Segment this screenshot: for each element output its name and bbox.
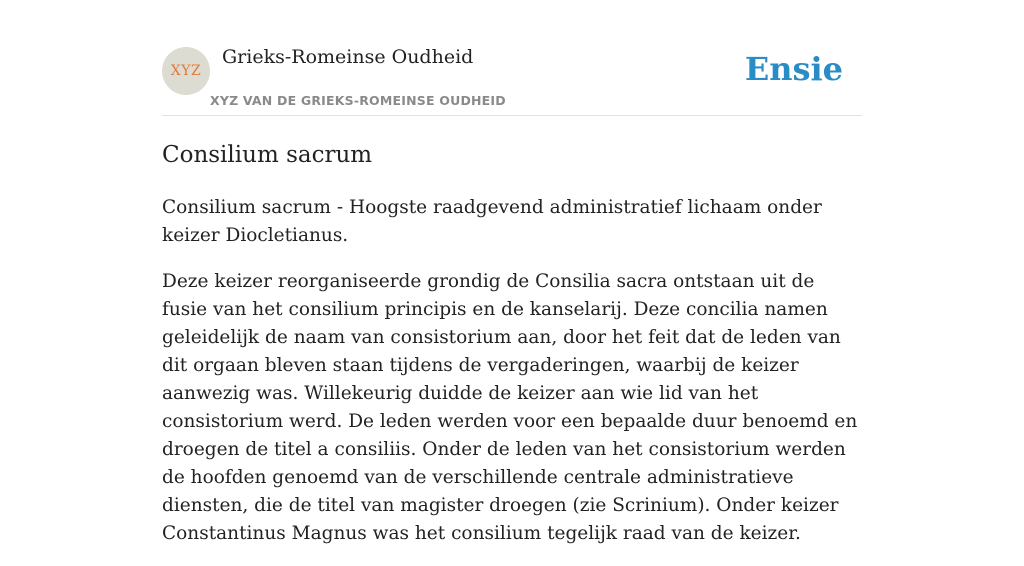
collection-title[interactable]: Grieks-Romeinse Oudheid	[222, 46, 474, 68]
article-title: Consilium sacrum	[162, 142, 373, 168]
collection-subtitle: XYZ VAN DE GRIEKS-ROMEINSE OUDHEID	[210, 93, 506, 108]
article-paragraph: Consilium sacrum - Hoogste raadgevend administratief lichaam onder keizer Diocletianus.	[162, 197, 822, 246]
ensie-logo[interactable]: Ensie	[744, 50, 843, 88]
article	[162, 140, 864, 566]
article-paragraph: Deze keizer reorganiseerde grondig de Consilia sacra ontstaan uit de fusie van het consilium principis en de kanselarij. Deze concilia namen geleidelijk de naam van consistorium aan, door het feit dat de leden van dit orgaan bleven staan tijdens de vergaderingen, waarbij de keizer aanwezig was. Willekeurig duidde de keizer aan wie lid van het consistorium werd. De leden werden voor een bepaalde duur benoemd en droegen de titel a consiliis. Onder de leden van het consistorium werden de hoofden genoemd van de verschillende centrale administratieve diensten, die de titel van magister droegen (zie Scrinium). Onder keizer Constantinus Magnus was het consilium tegelijk raad van de keizer.	[162, 271, 858, 544]
collection-header	[162, 0, 862, 116]
avatar[interactable]: XYZ	[162, 47, 210, 95]
